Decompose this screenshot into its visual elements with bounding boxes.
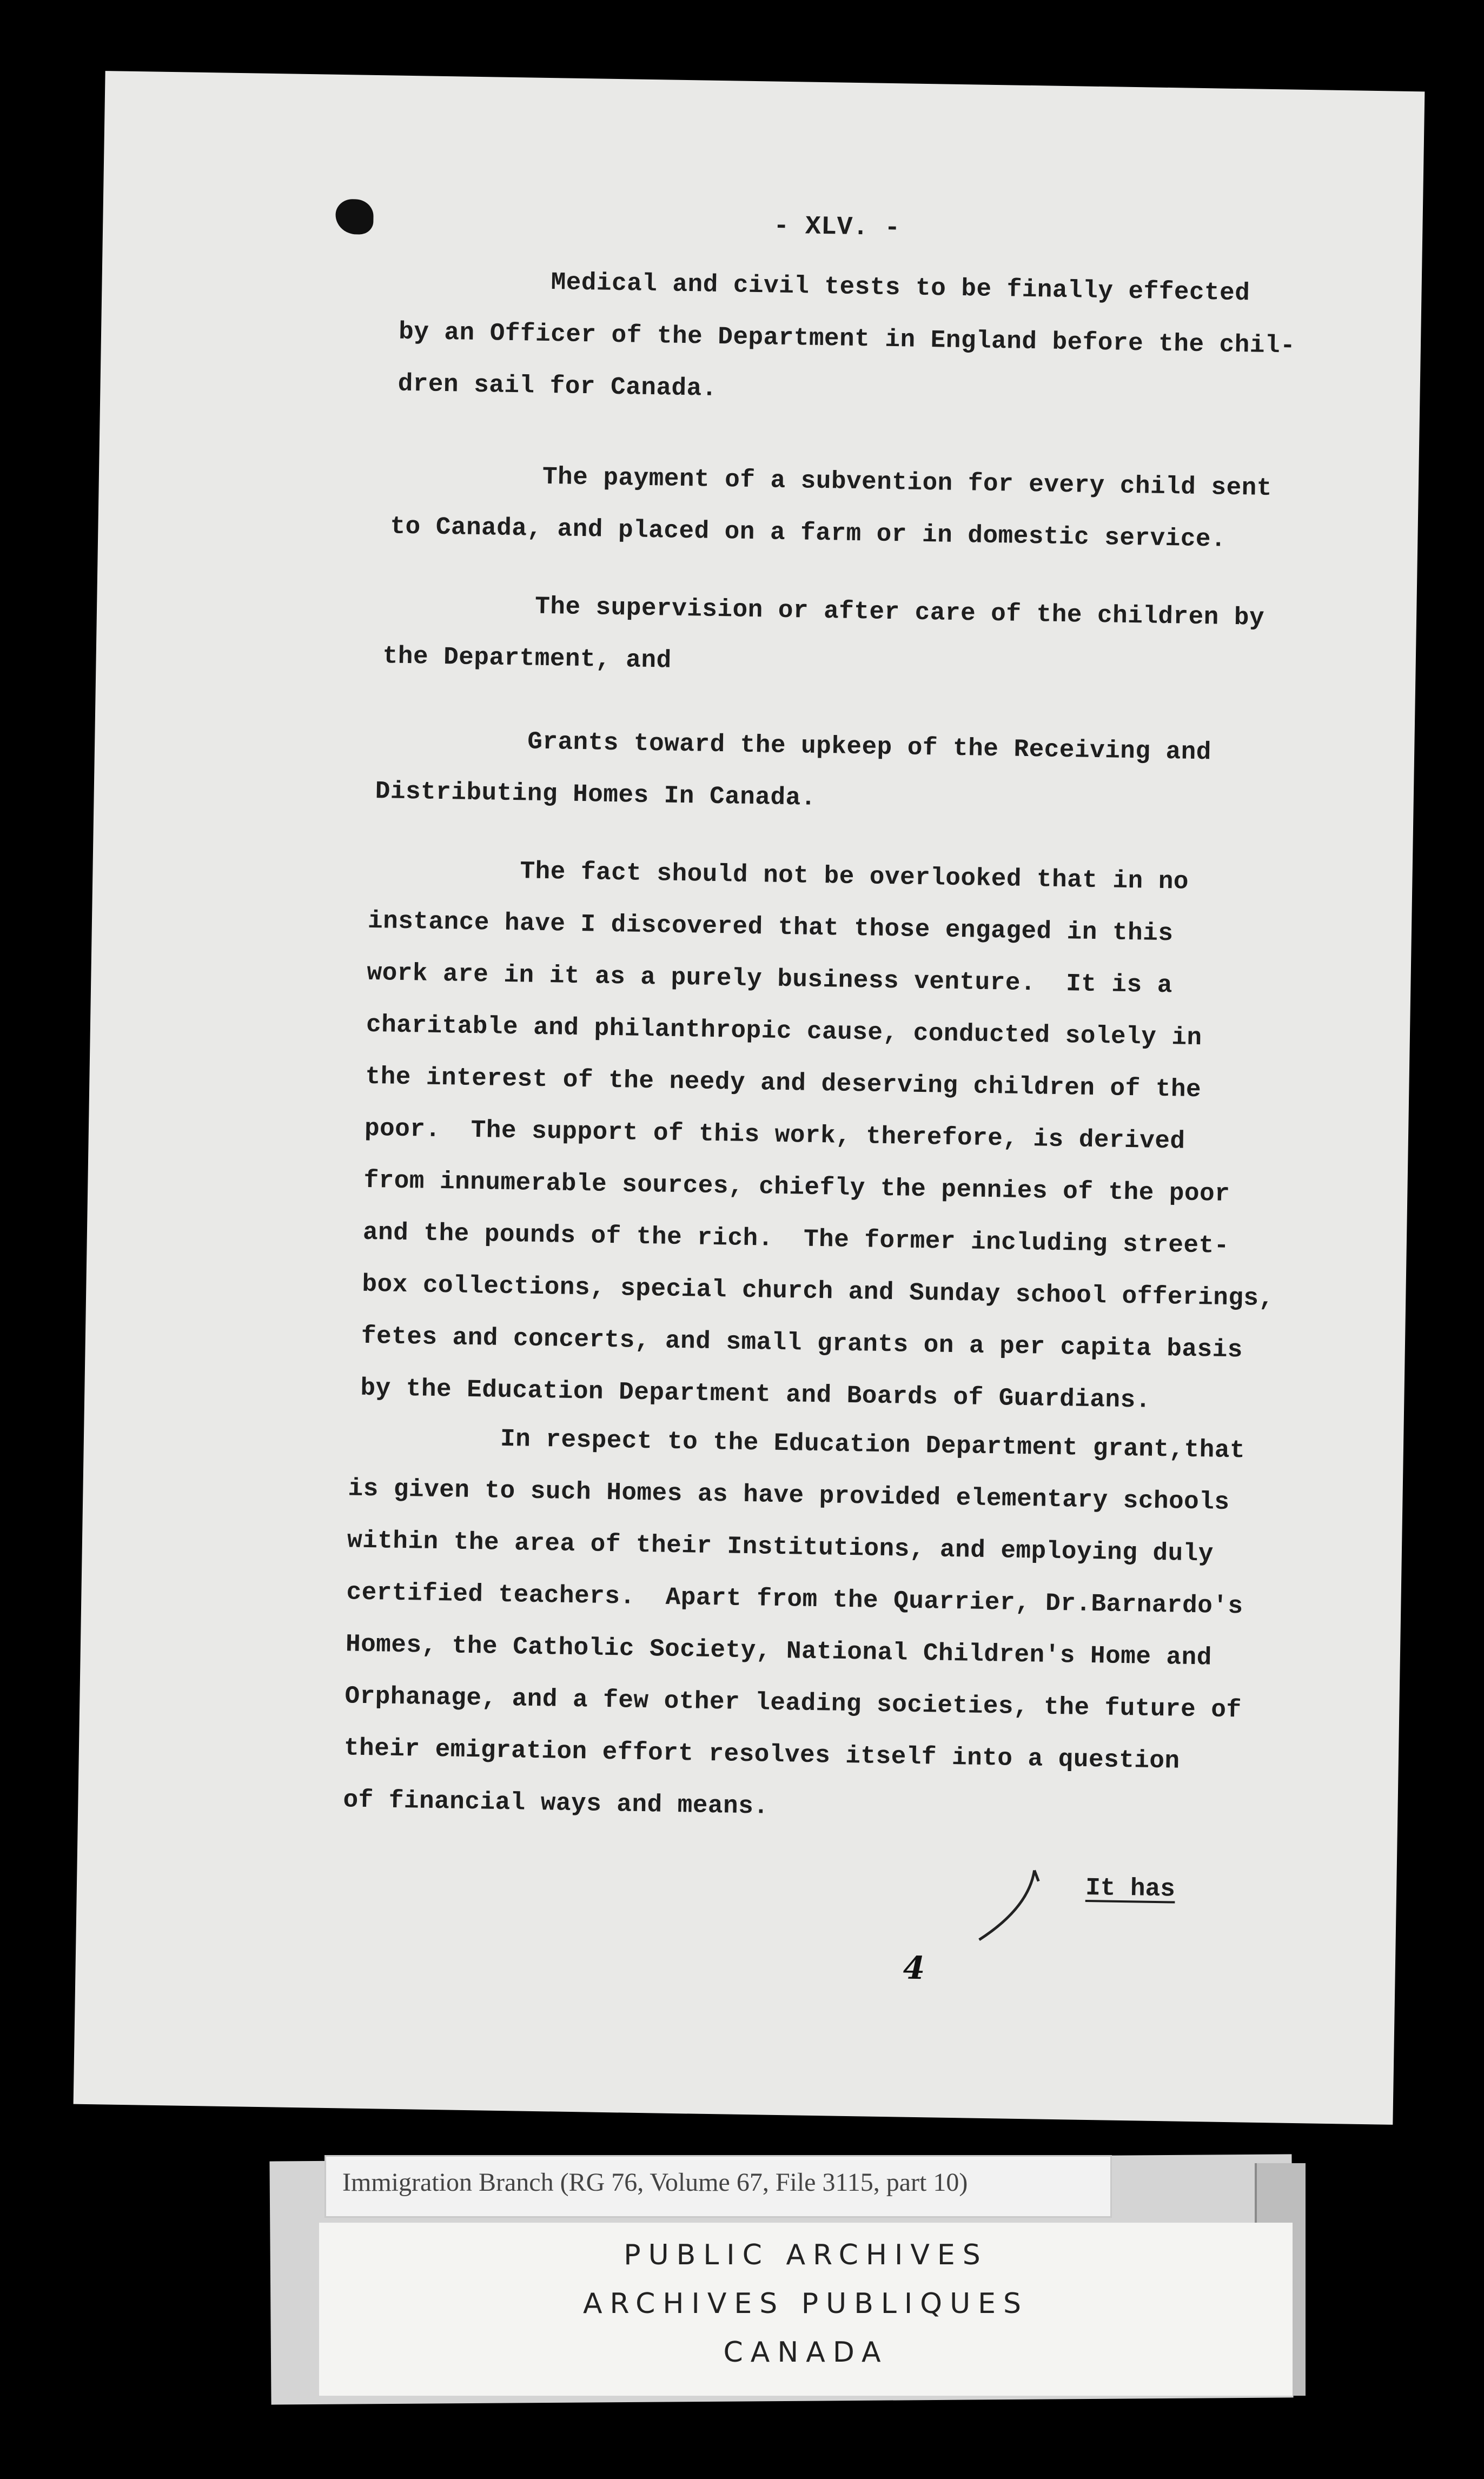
stamp-line-1: PUBLIC ARCHIVES — [624, 2239, 988, 2271]
text-line: Medical and civil tests to be finally effected — [551, 268, 1250, 308]
stamp-line-3: CANADA — [723, 2336, 889, 2369]
text-line: box collections, special church and Sunday school offerings, — [362, 1270, 1274, 1313]
text-line: fetes and concerts, and small grants on a per capita basis — [361, 1322, 1243, 1364]
text-line: poor. The support of this work, therefore, is derived — [364, 1114, 1185, 1156]
text-line: charitable and philanthropic cause, conducted solely in — [366, 1010, 1203, 1052]
text-line: instance have I discovered that those engaged in this — [367, 906, 1174, 948]
text-line: In respect to the Education Department grant,that — [500, 1424, 1246, 1465]
text-line: Orphanage, and a few other leading societies, the future of — [345, 1682, 1242, 1725]
text-line: Distributing Homes In Canada. — [375, 777, 817, 812]
text-line: to Canada, and placed on a farm or in domestic service. — [390, 512, 1227, 554]
stamp-line-2: ARCHIVES PUBLIQUES — [582, 2288, 1029, 2320]
archive-reference-text: Immigration Branch (RG 76, Volume 67, File 3115, part 10) — [342, 2168, 968, 2197]
pen-mark — [968, 1864, 1056, 1952]
closing-catchword: It has — [1085, 1873, 1176, 1904]
handwritten-page-mark: 4 — [903, 1949, 925, 1987]
text-line: The fact should not be overlooked that in no — [520, 857, 1189, 896]
text-line: their emigration effort resolves itself into a question — [343, 1734, 1180, 1775]
text-line: within the area of their Institutions, and employing duly — [347, 1526, 1214, 1568]
text-line: is given to such Homes as have provided elementary schools — [348, 1474, 1230, 1517]
text-line: of financial ways and means. — [343, 1786, 769, 1821]
text-line: by an Officer of the Department in England before the chil- — [398, 317, 1296, 360]
archive-stamp — [319, 2223, 1293, 2396]
text-line: certified teachers. Apart from the Quarrier, Dr.Barnardo's — [346, 1578, 1243, 1621]
text-line: dren sail for Canada. — [398, 369, 718, 403]
text-line: Grants toward the upkeep of the Receiving and — [527, 727, 1212, 767]
page-number: - XLV. - — [773, 211, 901, 243]
text-line: by the Education Department and Boards of Guardians. — [360, 1374, 1151, 1415]
text-line: work are in it as a purely business venture. It is a — [367, 958, 1173, 1000]
text-line: the interest of the needy and deserving children of the — [365, 1062, 1202, 1104]
ink-blot — [335, 199, 374, 235]
document-page — [74, 71, 1425, 2125]
text-line: and the pounds of the rich. The former including street- — [362, 1218, 1230, 1260]
text-line: The supervision or after care of the children by — [534, 592, 1265, 632]
text-line: Homes, the Catholic Society, National Children's Home and — [345, 1630, 1213, 1672]
text-line: The payment of a subvention for every child sent — [542, 462, 1273, 503]
text-line: the Department, and — [382, 642, 672, 675]
paragraph-6 — [76, 1407, 1404, 1946]
text-line: from innumerable sources, chiefly the pennies of the poor — [363, 1166, 1230, 1208]
archive-reference-label — [324, 2155, 1112, 2218]
